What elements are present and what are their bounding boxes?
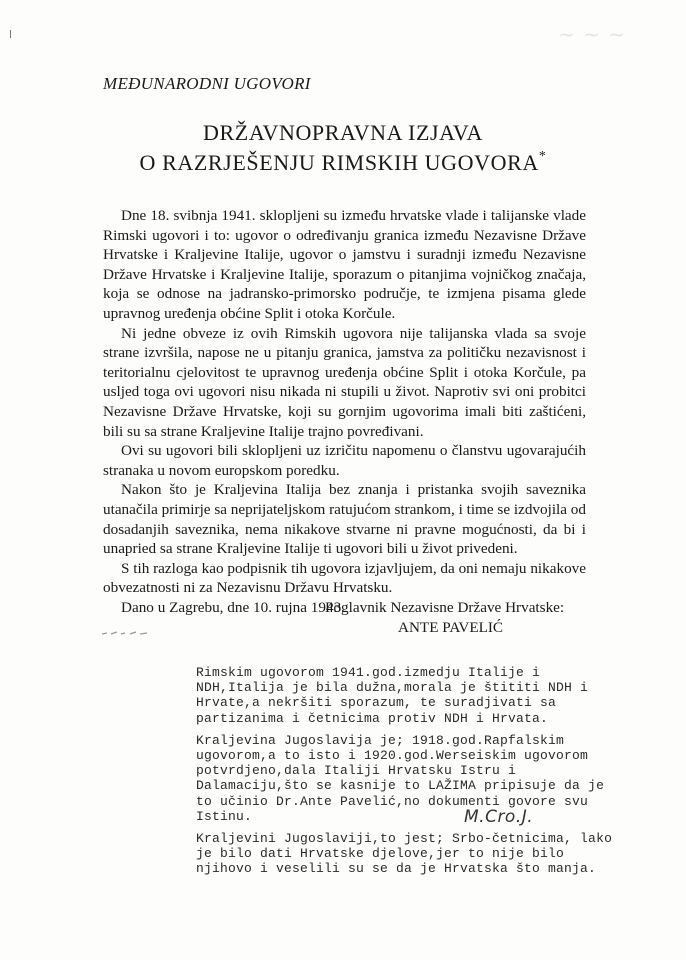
- typed-paragraph: Rimskim ugovorom 1941.god.izmedju Italije i NDH,Italija je bila dužna,morala je štititi NDH i Hrvate,a nekršiti sporazum, te suradjivati sa partizanima i četnicima protiv NDH i Hrvata.: [196, 665, 597, 726]
- document-title: [0, 118, 686, 178]
- paragraph: Dano u Zagrebu, dne 10. rujna 1943.: [121, 598, 345, 616]
- paragraph: Dne 18. svibnja 1941. sklopljeni su između hrvatske vlade i talijanske vlade Rimski ugovori i to: ugovor o određivanju granica između Nezavisne Države Hrvatske i Kraljevine Italije, ugovor o jamstvu i suradnji između Nezavisne Države Hrvatske i Kraljevine Italije, sporazum o pitanjima vojničkog značaja, koja se odnose na jadransko-primorsko područje, te izmjena pisama glede upravnog uređenja obćine Split i otoka Korčule.: [103, 207, 586, 322]
- section-label: MEĐUNARODNI UGOVORI: [103, 74, 311, 93]
- signature-block: [325, 598, 595, 638]
- title-line-1: DRŽAVNOPRAVNA IZJAVA: [203, 120, 483, 145]
- title-line-2: [0, 148, 686, 178]
- declaration-body: [103, 206, 586, 617]
- cut-off-text-fragment: [101, 628, 149, 638]
- signature-name: ANTE PAVELIĆ: [398, 619, 504, 636]
- paragraph: Ovi su ugovori bili sklopljeni uz izričitu napomenu o članstvu ugovarajućih stranaka u novom europskom poredku.: [103, 442, 586, 479]
- margin-mark: [10, 30, 11, 38]
- paragraph: S tih razloga kao podpisnik tih ugovora izjavljujem, da oni nemaju nikakove obvezatnosti ni za Nezavisnu Državu Hrvatsku.: [103, 559, 586, 597]
- paragraph: Ni jedne obveze iz ovih Rimskih ugovora nije talijanska vlada sa svoje strane izvršila, napose ne u pitanju granica, jamstva za političku nezavisnost i teritorialnu cjelovitost te upravnog uređenja obćine Split i otoka Korčule, pa usljed toga ovi ugovori nisu nikada ni stupili u život. Naprotiv svi oni probitci Nezavisne Države Hrvatske, koji su gornjim ugovorima imali biti zaštićeni, bili su sa strane Kraljevine Italije trajno povređivani.: [103, 324, 586, 440]
- typewritten-note: [196, 665, 626, 884]
- bleed-through-text: ~ ~ ~: [558, 22, 626, 46]
- handwritten-initials: M.Cro.J.: [464, 807, 534, 827]
- title-line-2-text: O RAZRJEŠENJU RIMSKIH UGOVORA: [139, 150, 539, 175]
- paragraph: Nakon što je Kraljevina Italija bez znanja i pristanka svojih saveznika utanačila primirje sa neprijateljskom ratujućom strankom, i time se izdvojila od dosadanjih saveznika, nema nikakove stvarne ni pravne mogućnosti, da bi i unapried sa strane Kraljevine Italije ti ugovori bili u život privedeni.: [103, 481, 586, 558]
- signature-title: Poglavnik Nezavisne Države Hrvatske:: [325, 599, 565, 616]
- typed-paragraph: Kraljevina Jugoslavija je; 1918.god.Rapfalskim ugovorom,a to isto i 1920.god.Werseiskim ugovorom potvrdjeno,dala Italiji Hrvatsku Istru i Dalamaciju,što se kasnije to LAŽIMA pripisuje da je to učinio Dr.Ante Pavelić,no dokumenti govore svu Istinu.: [196, 732, 613, 824]
- footnote-mark: *: [538, 149, 547, 164]
- typed-paragraph: Kraljevini Jugoslaviji,to jest; Srbo-četnicima, lako je bilo dati Hrvatske djelove,jer to nije bilo njihovo i veselili su se da je Hrvatska što manja.: [196, 831, 621, 877]
